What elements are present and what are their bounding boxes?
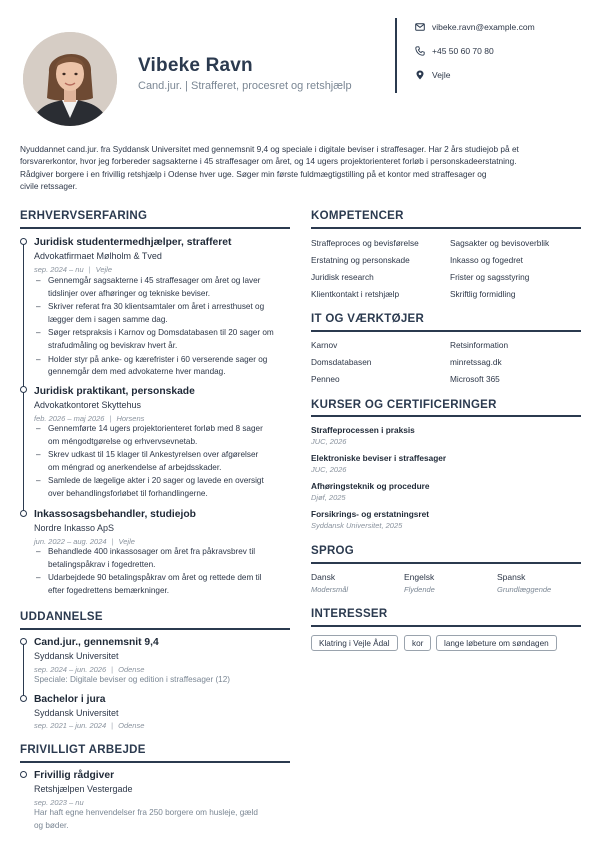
contact-phone[interactable] [415,46,494,56]
education-title: Bachelor i jura [34,694,106,705]
volunteer-description: Har haft egne henvendelser fra 250 borgere om husleje, gæld og bøder. [34,808,258,830]
candidate-name: Vibeke Ravn [138,55,253,76]
job-title: Juridisk praktikant, personskade [34,386,195,397]
volunteer-rule [20,761,290,763]
competency-item: Straffeproces og bevisførelse [311,238,419,248]
language-name: Dansk [311,572,336,582]
summary-line: forsvarerkontor, hvor jeg forbereder sagsakterne i 45 straffesager om året, og 14 ugers projektorienteret forløb i personskadeerstatning. [20,156,517,167]
education-place: Odense [118,721,145,730]
competencies-list [311,237,581,305]
phone-icon [415,46,425,56]
competencies-rule [311,227,581,229]
competency-item: Klientkontakt i retshjælp [311,289,400,299]
mail-icon [415,22,425,32]
timeline-dot [20,510,27,517]
interest-chip: lange løbeture om søndagen [436,635,557,651]
job-dates: jun. 2022 – aug. 2024 [34,537,107,546]
course-source: JUC, 2026 [311,437,347,446]
volunteer-org: Retshjælpen Vestergade [34,784,133,794]
volunteer-heading: FRIVILLIGT ARBEJDE [20,744,146,756]
education-institution: Syddansk Universitet [34,651,119,661]
job-meta: feb. 2026 – maj 2026 | Horsens [34,414,145,423]
bullet-item: – Behandlede 400 inkassosager om året fra påkravsbrev til betalingspåkrav i fogedretten. [34,546,288,571]
language-level: Flydende [404,585,435,594]
education-rule [20,628,290,630]
job-employer: Nordre Inkasso ApS [34,523,115,533]
language-name: Engelsk [404,572,435,582]
competency-item: Frister og sagsstyring [450,272,530,282]
languages-rule [311,562,581,564]
job-place: Vejle [95,265,112,274]
job-bullets [34,546,288,598]
job-employer: Advokatkontoret Skyttehus [34,400,142,410]
bullet-item: – Skrev udkast til 15 klager til Ankestyrelsen over afgørelser om méngrad og anerkendelse af arbejdsskader. [34,449,288,474]
timeline-dot [20,695,27,702]
contact-location-text: Vejle [432,70,451,80]
job-meta: jun. 2022 – aug. 2024 | Vejle [34,537,135,546]
profile-summary [20,143,575,192]
competency-item: Inkasso og fogedret [450,255,523,265]
language-level: Grundlæggende [497,585,552,594]
job-employer: Advokatfirmaet Mølholm & Tved [34,251,162,261]
job-place: Horsens [116,414,145,423]
bullet-item: – Holder styr på anke- og kærefrister i 60 verserende sager og gennemgår dem med advokaterne hver mandag. [34,354,288,379]
education-title: Cand.jur., gennemsnit 9,4 [34,637,159,648]
job-title: Juridisk studentermedhjælper, strafferet [34,237,232,248]
it-item: Retsinformation [450,340,509,350]
it-item: Penneo [311,374,340,384]
job-dates: feb. 2026 – maj 2026 [34,414,105,423]
competency-item: Sagsakter og bevisoverblik [450,238,550,248]
competency-item: Erstatning og personskade [311,255,410,265]
it-item: minretssag.dk [450,357,502,367]
job-place: Vejle [118,537,135,546]
education-timeline [23,645,24,701]
interests-rule [311,625,581,627]
it-heading: IT OG VÆRKTØJER [311,313,425,325]
education-meta: sep. 2024 – jun. 2026 | Odense [34,665,145,674]
timeline-dot [20,386,27,393]
education-dates: sep. 2024 – jun. 2026 [34,665,107,674]
course-title: Forsikrings- og erstatningsret [311,509,430,519]
it-item: Microsoft 365 [450,374,500,384]
contact-location [415,70,450,80]
job-bullets [34,423,288,502]
competency-item: Juridisk research [311,272,374,282]
languages-heading: SPROG [311,545,355,557]
competencies-heading: KOMPETENCER [311,210,404,222]
course-title: Afhøringsteknik og procedure [311,481,430,491]
education-dates: sep. 2021 – jun. 2024 [34,721,107,730]
contact-email[interactable] [415,22,535,32]
timeline-dot [20,238,27,245]
location-icon [415,70,425,80]
portrait-image [23,32,117,126]
course-source: JUC, 2026 [311,465,347,474]
timeline-dot [20,638,27,645]
candidate-title: Cand.jur. | Strafferet, procesret og retshjælp [138,80,352,92]
job-meta: sep. 2024 – nu | Vejle [34,265,112,274]
education-note: Speciale: Digitale beviser og edition i straffesager (12) [34,675,231,684]
interests-heading: INTERESSER [311,608,388,620]
experience-heading: ERHVERVSERFARING [20,210,148,222]
timeline-dot [20,771,27,778]
volunteer-title: Frivillig rådgiver [34,770,115,781]
bullet-item: – Gennemførte 14 ugers projektorienteret forløb med 8 sager om méngodtgørelse og erhvervsevnetab. [34,423,288,448]
course-title: Straffeprocessen i praksis [311,425,415,435]
volunteer-dates: sep. 2023 – nu [34,798,84,807]
job-dates: sep. 2024 – nu [34,265,84,274]
competency-item: Skriftlig formidling [450,289,516,299]
experience-rule [20,227,290,229]
bullet-item: – Søger retspraksis i Karnov og Domsdatabasen til 20 sager om strafudmåling og beviskrav hvert år. [34,327,288,352]
bullet-item: – Gennemgår sagsakterne i 45 straffesager om året og laver tidslinjer over afhøringer og tekniske beviser. [34,275,288,300]
language-level: Modersmål [311,585,349,594]
education-institution: Syddansk Universitet [34,708,119,718]
education-heading: UDDANNELSE [20,611,103,623]
bullet-item: – Samlede de lægelige akter i 20 sager og lavede en oversigt over behandlingsforløbet til forhandlingerne. [34,475,288,500]
bullet-item: – Udarbejdede 90 betalingspåkrav om året og rettede dem til efter fogedrettens bemærkninger. [34,572,288,597]
courses-heading: KURSER OG CERTIFICERINGER [311,399,497,411]
contact-phone-text: +45 50 60 70 80 [432,46,494,56]
education-place: Odense [118,665,145,674]
header-divider [395,18,397,93]
job-bullets [34,275,288,380]
bullet-item: – Skriver referat fra 30 klientsamtaler om året i arresthuset og lægger dem i sagen samme dag. [34,301,288,326]
experience-timeline [23,244,24,516]
summary-line: Rådgiver borgere i en frivillig retshjælp i Odense hver uge. Søger min første fuldmægtigstilling på et kontor med straffesager og [20,168,487,179]
courses-rule [311,415,581,417]
language-name: Spansk [497,572,526,582]
education-meta: sep. 2021 – jun. 2024 | Odense [34,721,145,730]
course-title: Elektroniske beviser i straffesager [311,453,447,463]
summary-line: Nyuddannet cand.jur. fra Syddansk Universitet med gennemsnit 9,4 og speciale i digitale beviser i straffesager. Har 2 års studiejob på et [20,144,519,154]
summary-line: civile retssager. [20,180,78,191]
interest-chip: kor [404,635,431,651]
course-source: Syddansk Universitet, 2025 [311,521,403,530]
it-item: Domsdatabasen [311,357,372,367]
it-list [311,339,581,390]
contact-email-text: vibeke.ravn@example.com [432,22,535,32]
it-rule [311,330,581,332]
course-source: Djøf, 2025 [311,493,346,502]
it-item: Karnov [311,340,338,350]
profile-photo [23,32,117,126]
job-title: Inkassosagsbehandler, studiejob [34,509,196,520]
interest-chip: Klatring i Vejle Ådal [311,635,398,651]
